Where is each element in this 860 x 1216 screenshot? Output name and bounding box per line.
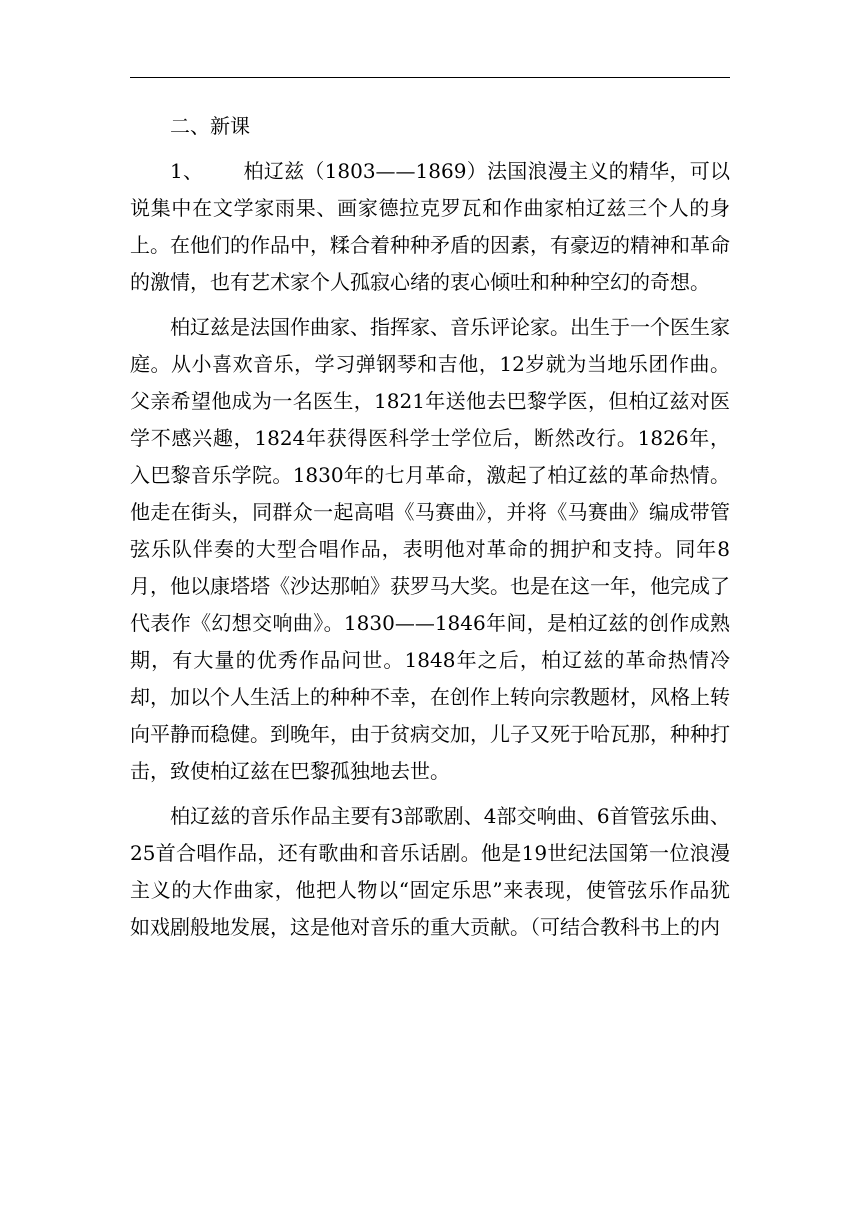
item-text: 柏辽兹（1803——1869）法国浪漫主义的精华，可以说集中在文学家雨果、画家德拉克罗瓦和作曲家柏辽兹三个人的身上。在他们的作品中，糅合着种种矛盾的因素，有豪迈的精神和革命的激情，也有艺术家个人孤寂心绪的衷心倾吐和种种空幻的奇想。 — [130, 159, 730, 294]
works-paragraph: 柏辽兹的音乐作品主要有3部歌剧、4部交响曲、6首管弦乐曲、25首合唱作品，还有歌曲和音乐话剧。他是19世纪法国第一位浪漫主义的大作曲家，他把人物以“固定乐思”来表现，使管弦乐作品犹如戏剧般地发展，这是他对音乐的重大贡献。（可结合教科书上的内 — [130, 804, 730, 939]
biography-paragraph: 柏辽兹是法国作曲家、指挥家、音乐评论家。出生于一个医生家庭。从小喜欢音乐，学习弹钢琴和吉他，12岁就为当地乐团作曲。父亲希望他成为一名医生，1821年送他去巴黎学医，但柏辽兹对医学不感兴趣，1824年获得医科学士学位后，断然改行。1826年，入巴黎音乐学院。1830年的七月革命，激起了柏辽兹的革命热情。他走在街头，同群众一起高唱《马赛曲》，并将《马赛曲》编成带管弦乐队伴奏的大型合唱作品，表明他对革命的拥护和支持。同年8月，他以康塔塔《沙达那帕》获罗马大奖。也是在这一年，他完成了代表作《幻想交响曲》。1830——1846年间，是柏辽兹的创作成熟期，有大量的优秀作品问世。1848年之后，柏辽兹的革命热情冷却，加以个人生活上的种种不幸，在创作上转向宗教题材，风格上转向平静而稳健。到晚年，由于贫病交加，儿子又死于哈瓦那，种种打击，致使柏辽兹在巴黎孤独地去世。 — [130, 315, 730, 783]
item-1-paragraph — [130, 153, 730, 301]
header-rule — [130, 77, 730, 78]
section-heading: 二、新课 — [170, 114, 250, 138]
document-body — [130, 108, 730, 946]
item-number: 1、 — [170, 159, 204, 183]
